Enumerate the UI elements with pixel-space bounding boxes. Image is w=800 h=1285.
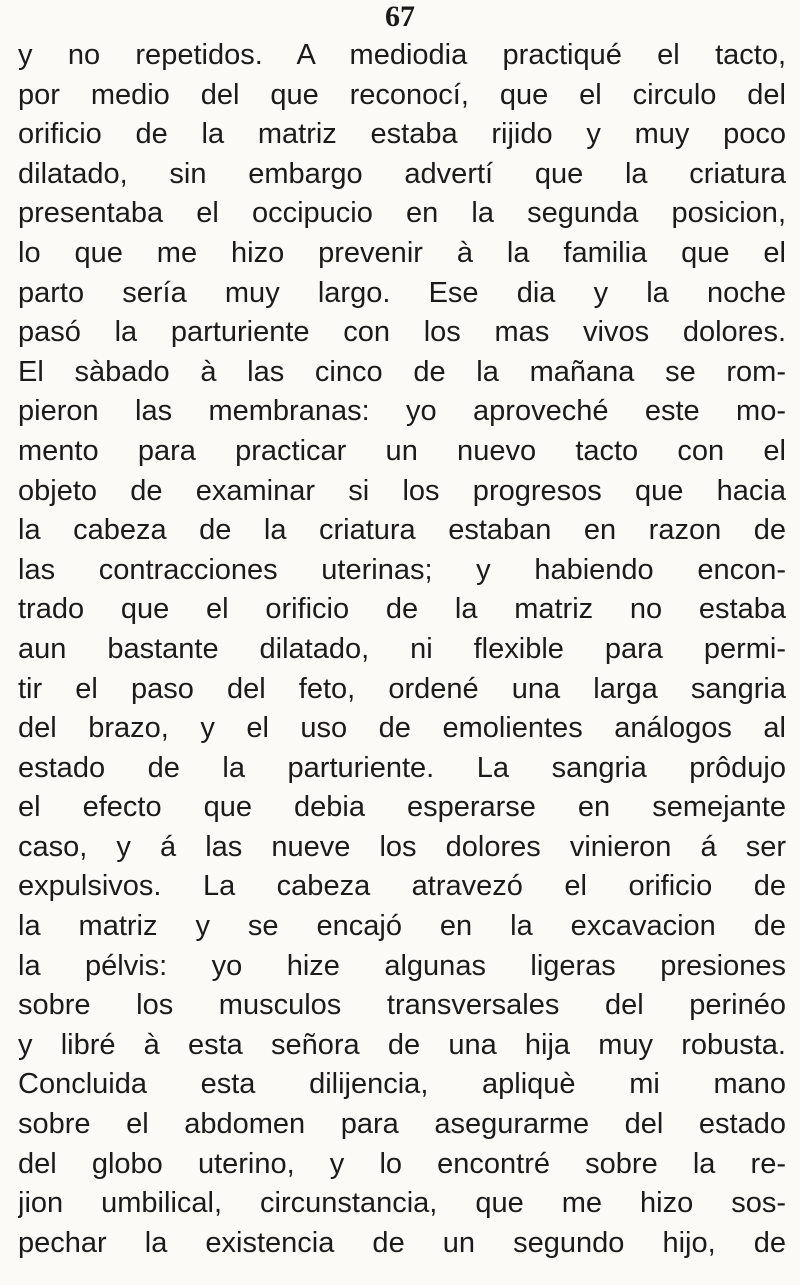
text-line: pasó la parturiente con los mas vivos dolores.	[18, 316, 786, 349]
text-line: del brazo, y el uso de emolientes análogos al	[18, 712, 786, 745]
text-line: pieron las membranas: yo aproveché este mo-	[18, 395, 786, 428]
text-line: las contracciones uterinas; y habiendo encon-	[18, 553, 786, 586]
text-line: la cabeza de la criatura estaban en razon de	[18, 514, 786, 547]
page-number: 67	[385, 0, 415, 33]
text-line: y libré à esta señora de una hija muy robusta.	[18, 1028, 786, 1061]
text-line: mento para practicar un nuevo tacto con el	[18, 434, 786, 467]
text-line: expulsivos. La cabeza atravezó el orificio de	[18, 870, 786, 903]
text-line: estado de la parturiente. La sangria prôdujo	[18, 751, 786, 784]
text-line: el efecto que debia esperarse en semejante	[18, 791, 786, 824]
text-line: pechar la existencia de un segundo hijo, de	[18, 1226, 786, 1259]
text-line: aun bastante dilatado, ni flexible para permi-	[18, 632, 786, 665]
text-line: tir el paso del feto, ordené una larga sangria	[18, 672, 786, 705]
text-line: objeto de examinar si los progresos que hacia	[18, 474, 786, 507]
text-line: dilatado, sin embargo advertí que la criatura	[18, 157, 786, 190]
text-line: sobre los musculos transversales del perinéo	[18, 989, 786, 1022]
text-line: orificio de la matriz estaba rijido y muy poco	[18, 118, 786, 151]
text-line: sobre el abdomen para asegurarme del estado	[18, 1108, 786, 1141]
text-line: la pélvis: yo hize algunas ligeras presiones	[18, 949, 786, 982]
text-line: presentaba el occipucio en la segunda posicion,	[18, 197, 786, 230]
text-line: por medio del que reconocí, que el circulo del	[18, 78, 786, 111]
text-line: parto sería muy largo. Ese dia y la noche	[18, 276, 786, 309]
text-line: jion umbilical, circunstancia, que me hizo sos-	[18, 1187, 786, 1220]
text-line: caso, y á las nueve los dolores vinieron á ser	[18, 830, 786, 863]
text-line: Concluida esta dilijencia, apliquè mi mano	[18, 1068, 786, 1101]
body-text	[18, 36, 786, 1263]
text-line: trado que el orificio de la matriz no estaba	[18, 593, 786, 626]
text-line: la matriz y se encajó en la excavacion de	[18, 910, 786, 943]
text-line: y no repetidos. A mediodia practiqué el tacto,	[18, 39, 786, 71]
text-line: lo que me hizo prevenir à la familia que el	[18, 236, 786, 269]
text-line: del globo uterino, y lo encontré sobre la re-	[18, 1147, 786, 1180]
text-line: El sàbado à las cinco de la mañana se rom-	[18, 355, 786, 388]
